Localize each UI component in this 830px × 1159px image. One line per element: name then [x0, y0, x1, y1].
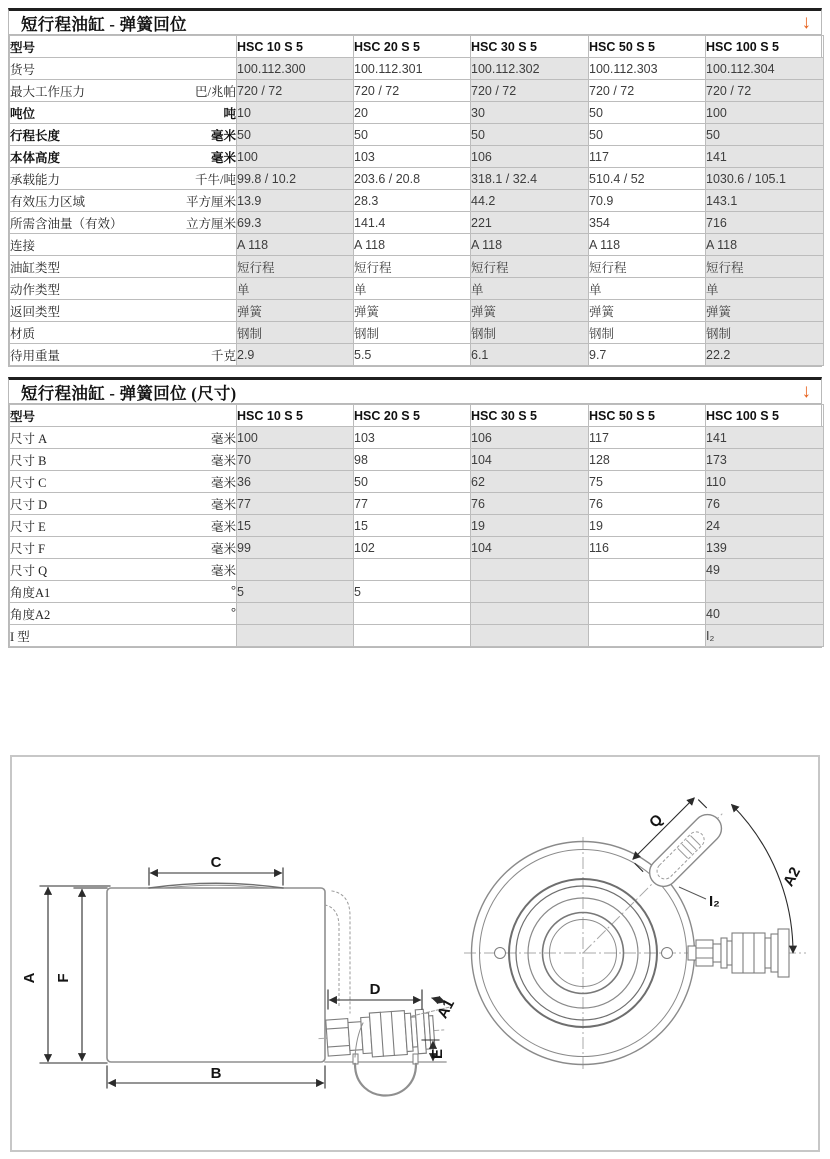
- value-cell: 50: [706, 124, 824, 146]
- leader-line-I2: [679, 887, 706, 899]
- dim-label-E: E: [429, 1048, 446, 1060]
- row-label: 本体高度: [10, 150, 61, 165]
- value-cell: 单: [354, 278, 471, 300]
- row-label-cell: [10, 58, 237, 80]
- value-cell: 117: [589, 146, 706, 168]
- table-row: [10, 603, 824, 625]
- table-row: [10, 537, 824, 559]
- value-cell: 102: [354, 537, 471, 559]
- value-cell: 720 / 72: [354, 80, 471, 102]
- row-unit: 毫米: [210, 563, 236, 578]
- table-row: [10, 190, 824, 212]
- column-header-model: HSC 20 S 5: [354, 36, 471, 58]
- header-row: [10, 36, 824, 58]
- value-cell: 99.8 / 10.2: [237, 168, 354, 190]
- row-label-cell: [10, 344, 237, 366]
- value-cell: [471, 603, 589, 625]
- value-cell: 50: [354, 124, 471, 146]
- section-title: 短行程油缸 - 弹簧回位: [21, 14, 187, 34]
- column-header-model: HSC 10 S 5: [237, 36, 354, 58]
- row-label-cell: [10, 515, 237, 537]
- value-cell: A 118: [706, 234, 824, 256]
- value-cell: 弹簧: [589, 300, 706, 322]
- value-cell: 44.2: [471, 190, 589, 212]
- value-cell: 5: [354, 581, 471, 603]
- value-cell: 62: [471, 471, 589, 493]
- value-cell: 40: [706, 603, 824, 625]
- row-label-cell: [10, 603, 237, 625]
- row-label-cell: [10, 427, 237, 449]
- value-cell: 28.3: [354, 190, 471, 212]
- value-cell: [237, 603, 354, 625]
- value-cell: 77: [237, 493, 354, 515]
- value-cell: 弹簧: [471, 300, 589, 322]
- value-cell: [589, 559, 706, 581]
- table-row: [10, 471, 824, 493]
- spec-section-main: [8, 8, 822, 367]
- row-label-cell: [10, 102, 237, 124]
- row-label: 尺寸 A: [10, 431, 48, 446]
- value-cell: 100: [237, 427, 354, 449]
- value-cell: [354, 625, 471, 647]
- coupler-top-view: [688, 929, 789, 977]
- dim-label-I2: I₂: [709, 893, 720, 910]
- table-row: [10, 124, 824, 146]
- value-cell: 221: [471, 212, 589, 234]
- table-row: [10, 58, 824, 80]
- row-label: 有效压力区域: [10, 194, 86, 209]
- value-cell: 100.112.304: [706, 58, 824, 80]
- value-cell: 短行程: [471, 256, 589, 278]
- value-cell: [589, 581, 706, 603]
- value-cell: [706, 581, 824, 603]
- value-cell: 128: [589, 449, 706, 471]
- value-cell: 单: [471, 278, 589, 300]
- dim-label-A2: A2: [780, 864, 805, 890]
- value-cell: [354, 603, 471, 625]
- value-cell: 钢制: [589, 322, 706, 344]
- value-cell: 22.2: [706, 344, 824, 366]
- table-row: [10, 146, 824, 168]
- value-cell: 117: [589, 427, 706, 449]
- value-cell: 13.9: [237, 190, 354, 212]
- value-cell: 76: [706, 493, 824, 515]
- cylinder-body: [107, 888, 325, 1062]
- value-cell: 173: [706, 449, 824, 471]
- column-header-label: 型号: [10, 36, 237, 58]
- column-header-model: HSC 30 S 5: [471, 405, 589, 427]
- value-cell: 106: [471, 146, 589, 168]
- value-cell: 100.112.302: [471, 58, 589, 80]
- spec-section-dimensions: [8, 377, 822, 648]
- value-cell: 2.9: [237, 344, 354, 366]
- value-cell: 单: [237, 278, 354, 300]
- table-row: [10, 493, 824, 515]
- value-cell: 100: [237, 146, 354, 168]
- value-cell: 50: [589, 124, 706, 146]
- top-view: [464, 783, 806, 1071]
- value-cell: [589, 603, 706, 625]
- table-row: [10, 449, 824, 471]
- side-view: [21, 854, 458, 1096]
- header-row: [10, 405, 824, 427]
- value-cell: 720 / 72: [589, 80, 706, 102]
- row-unit: 千克: [210, 348, 236, 363]
- row-label-cell: [10, 190, 237, 212]
- table-row: [10, 559, 824, 581]
- value-cell: 141: [706, 427, 824, 449]
- row-label: 尺寸 C: [10, 475, 47, 490]
- row-label: 动作类型: [10, 282, 61, 297]
- value-cell: 钢制: [706, 322, 824, 344]
- row-unit: 巴/兆帕: [195, 84, 236, 99]
- value-cell: 69.3: [237, 212, 354, 234]
- download-arrow-icon[interactable]: ↓: [801, 12, 811, 33]
- table-row: [10, 80, 824, 102]
- value-cell: 141.4: [354, 212, 471, 234]
- technical-drawing-panel: [10, 755, 820, 1152]
- value-cell: A 118: [354, 234, 471, 256]
- value-cell: 104: [471, 537, 589, 559]
- value-cell: 20: [354, 102, 471, 124]
- bolt-hole-left: [495, 948, 506, 959]
- row-unit: 千牛/吨: [195, 172, 236, 187]
- row-label-cell: [10, 278, 237, 300]
- table-row: [10, 102, 824, 124]
- row-label-cell: [10, 212, 237, 234]
- value-cell: 24: [706, 515, 824, 537]
- column-header-model: HSC 50 S 5: [589, 405, 706, 427]
- dim-label-B: B: [210, 1065, 222, 1082]
- row-label-cell: [10, 322, 237, 344]
- value-cell: 短行程: [237, 256, 354, 278]
- value-cell: 100.112.301: [354, 58, 471, 80]
- value-cell: 100.112.300: [237, 58, 354, 80]
- value-cell: 弹簧: [237, 300, 354, 322]
- value-cell: 钢制: [237, 322, 354, 344]
- value-cell: 141: [706, 146, 824, 168]
- column-header-model: HSC 100 S 5: [706, 405, 824, 427]
- value-cell: 103: [354, 146, 471, 168]
- value-cell: 19: [589, 515, 706, 537]
- value-cell: 6.1: [471, 344, 589, 366]
- table-row: [10, 256, 824, 278]
- value-cell: 50: [471, 124, 589, 146]
- value-cell: 短行程: [589, 256, 706, 278]
- section-title: 短行程油缸 - 弹簧回位 (尺寸): [21, 383, 237, 403]
- row-unit: 立方厘米: [185, 216, 236, 231]
- row-label-cell: [10, 234, 237, 256]
- value-cell: A 118: [237, 234, 354, 256]
- bolt-hole-right: [662, 948, 673, 959]
- column-header-model: HSC 100 S 5: [706, 36, 824, 58]
- table-row: [10, 344, 824, 366]
- value-cell: 76: [471, 493, 589, 515]
- value-cell: [471, 581, 589, 603]
- row-unit: 毫米: [210, 128, 236, 143]
- dim-label-Q: Q: [646, 810, 667, 832]
- value-cell: [589, 625, 706, 647]
- value-cell: 103: [354, 427, 471, 449]
- coupler-side-view: [317, 1008, 447, 1061]
- value-cell: 钢制: [471, 322, 589, 344]
- value-cell: [237, 559, 354, 581]
- dim-label-F: F: [55, 973, 72, 983]
- section-title-bar: [9, 11, 821, 35]
- row-label: 最大工作压力: [10, 84, 86, 99]
- table-row: [10, 581, 824, 603]
- row-label-cell: [10, 146, 237, 168]
- row-label: 待用重量: [10, 348, 61, 363]
- value-cell: 75: [589, 471, 706, 493]
- row-label: 油缸类型: [10, 260, 61, 275]
- row-label: 尺寸 D: [10, 497, 48, 512]
- row-label: 货号: [10, 62, 36, 77]
- column-header-model: HSC 20 S 5: [354, 405, 471, 427]
- column-header-model: HSC 30 S 5: [471, 36, 589, 58]
- value-cell: 720 / 72: [471, 80, 589, 102]
- row-label: 材质: [10, 326, 36, 341]
- value-cell: 19: [471, 515, 589, 537]
- value-cell: 98: [354, 449, 471, 471]
- row-unit: 毫米: [210, 431, 236, 446]
- row-label: 返回类型: [10, 304, 61, 319]
- value-cell: 弹簧: [706, 300, 824, 322]
- value-cell: 76: [589, 493, 706, 515]
- value-cell: 720 / 72: [237, 80, 354, 102]
- row-label: I 型: [10, 629, 30, 644]
- value-cell: 10: [237, 102, 354, 124]
- value-cell: 100: [706, 102, 824, 124]
- value-cell: 50: [237, 124, 354, 146]
- value-cell: 116: [589, 537, 706, 559]
- value-cell: 49: [706, 559, 824, 581]
- row-label: 行程长度: [10, 128, 61, 143]
- value-cell: A 118: [589, 234, 706, 256]
- row-label-cell: [10, 168, 237, 190]
- row-unit: °: [231, 604, 236, 619]
- handle: [618, 783, 727, 892]
- row-unit: 毫米: [210, 453, 236, 468]
- value-cell: I₂: [706, 625, 824, 647]
- row-label: 连接: [10, 238, 36, 253]
- row-label-cell: [10, 537, 237, 559]
- value-cell: 510.4 / 52: [589, 168, 706, 190]
- value-cell: [237, 625, 354, 647]
- section-title-bar: [9, 380, 821, 404]
- value-cell: 36: [237, 471, 354, 493]
- value-cell: 318.1 / 32.4: [471, 168, 589, 190]
- value-cell: 15: [354, 515, 471, 537]
- row-unit: 毫米: [210, 497, 236, 512]
- row-label-cell: [10, 625, 237, 647]
- value-cell: [471, 625, 589, 647]
- value-cell: 720 / 72: [706, 80, 824, 102]
- dim-label-D: D: [369, 981, 381, 998]
- row-unit: 毫米: [210, 150, 236, 165]
- technical-drawing: [12, 757, 818, 1150]
- table-row: [10, 427, 824, 449]
- value-cell: 70.9: [589, 190, 706, 212]
- row-label: 吨位: [10, 106, 36, 121]
- value-cell: 短行程: [706, 256, 824, 278]
- value-cell: 单: [706, 278, 824, 300]
- value-cell: 钢制: [354, 322, 471, 344]
- column-header-model: HSC 50 S 5: [589, 36, 706, 58]
- value-cell: 9.7: [589, 344, 706, 366]
- row-unit: 吨: [223, 106, 236, 121]
- table-row: [10, 278, 824, 300]
- value-cell: 5.5: [354, 344, 471, 366]
- row-label-cell: [10, 256, 237, 278]
- spec-table-dimensions: [9, 404, 824, 647]
- value-cell: 106: [471, 427, 589, 449]
- row-label-cell: [10, 124, 237, 146]
- table-row: [10, 515, 824, 537]
- row-label-cell: [10, 493, 237, 515]
- value-cell: 单: [589, 278, 706, 300]
- value-cell: [471, 559, 589, 581]
- row-unit: 平方厘米: [185, 194, 236, 209]
- value-cell: 15: [237, 515, 354, 537]
- table-row: [10, 625, 824, 647]
- row-label: 角度A2: [10, 607, 51, 622]
- table-row: [10, 168, 824, 190]
- value-cell: 110: [706, 471, 824, 493]
- value-cell: 5: [237, 581, 354, 603]
- value-cell: 143.1: [706, 190, 824, 212]
- value-cell: 短行程: [354, 256, 471, 278]
- row-label: 尺寸 Q: [10, 563, 48, 578]
- dim-label-A1: A1: [434, 996, 459, 1022]
- value-cell: A 118: [471, 234, 589, 256]
- row-label-cell: [10, 471, 237, 493]
- column-header-label: 型号: [10, 405, 237, 427]
- row-label-cell: [10, 559, 237, 581]
- row-label: 角度A1: [10, 585, 51, 600]
- table-row: [10, 322, 824, 344]
- value-cell: 77: [354, 493, 471, 515]
- row-label: 尺寸 B: [10, 453, 47, 468]
- row-label: 尺寸 E: [10, 519, 46, 534]
- value-cell: 30: [471, 102, 589, 124]
- column-header-model: HSC 10 S 5: [237, 405, 354, 427]
- dim-label-A: A: [21, 972, 38, 984]
- value-cell: 50: [589, 102, 706, 124]
- value-cell: 139: [706, 537, 824, 559]
- row-unit: 毫米: [210, 541, 236, 556]
- row-label-cell: [10, 581, 237, 603]
- value-cell: 70: [237, 449, 354, 471]
- download-arrow-icon[interactable]: ↓: [801, 381, 811, 402]
- value-cell: 716: [706, 212, 824, 234]
- row-label-cell: [10, 300, 237, 322]
- table-row: [10, 300, 824, 322]
- value-cell: 104: [471, 449, 589, 471]
- row-label-cell: [10, 449, 237, 471]
- value-cell: [354, 559, 471, 581]
- table-row: [10, 212, 824, 234]
- table-row: [10, 234, 824, 256]
- row-label: 所需含油量（有效）: [10, 216, 123, 231]
- row-label: 承载能力: [10, 172, 61, 187]
- row-unit: 毫米: [210, 519, 236, 534]
- value-cell: 50: [354, 471, 471, 493]
- row-label-cell: [10, 80, 237, 102]
- row-unit: 毫米: [210, 475, 236, 490]
- row-label: 尺寸 F: [10, 541, 46, 556]
- value-cell: 203.6 / 20.8: [354, 168, 471, 190]
- spec-table-main: [9, 35, 824, 366]
- value-cell: 1030.6 / 105.1: [706, 168, 824, 190]
- dim-label-C: C: [210, 854, 222, 871]
- value-cell: 100.112.303: [589, 58, 706, 80]
- value-cell: 354: [589, 212, 706, 234]
- value-cell: 99: [237, 537, 354, 559]
- value-cell: 弹簧: [354, 300, 471, 322]
- row-unit: °: [231, 582, 236, 597]
